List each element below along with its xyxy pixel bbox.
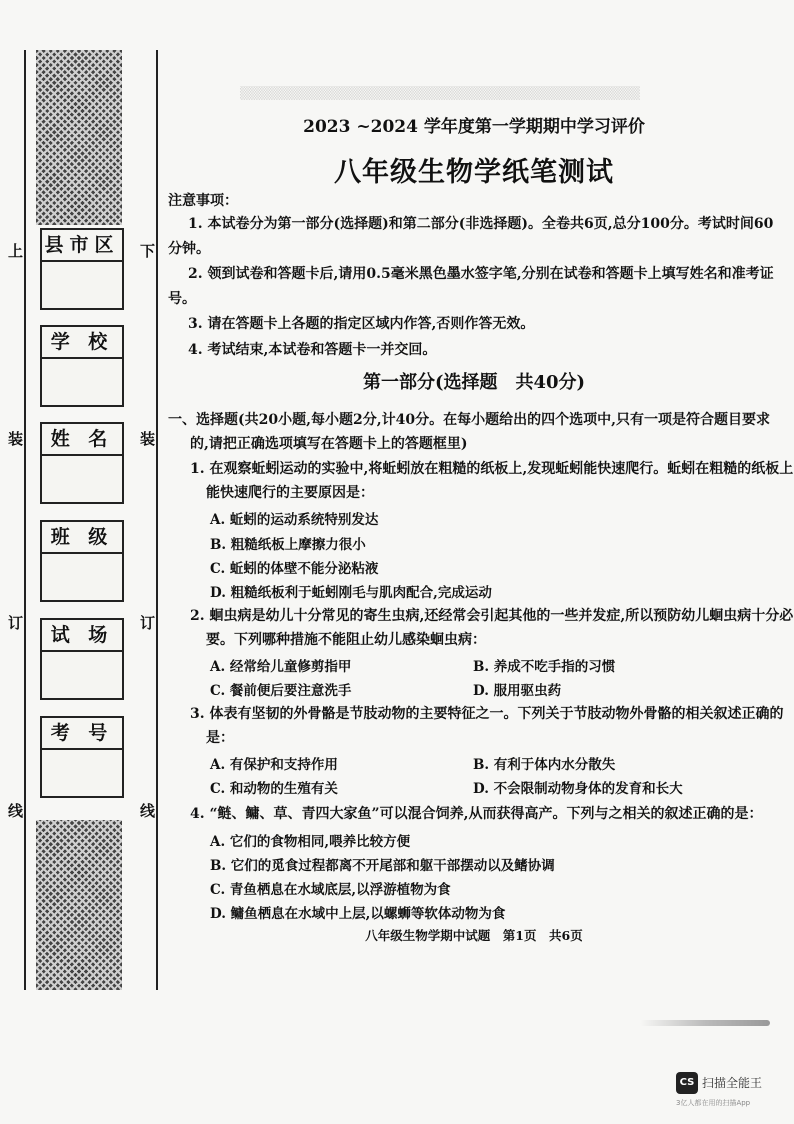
side-char: 订 — [8, 614, 24, 632]
option-a: A. 经常给儿童修剪指甲 — [210, 659, 352, 675]
field-school[interactable] — [40, 325, 124, 407]
binding-strip — [0, 0, 180, 1124]
notice-item: 4. 考试结束,本试卷和答题卡一并交回。 — [188, 342, 437, 358]
notice-item: 1. 本试卷分为第一部分(选择题)和第二部分(非选择题)。全卷共6页,总分100分。考试时间60分钟。 — [168, 216, 774, 257]
hatch-pattern-top — [36, 50, 122, 225]
camscanner-logo-icon: CS — [676, 1072, 698, 1094]
notice-item: 3. 请在答题卡上各题的指定区域内作答,否则作答无效。 — [188, 316, 535, 332]
field-county[interactable] — [40, 228, 124, 310]
field-label: 姓 名 — [42, 424, 122, 456]
side-char: 装 — [8, 430, 24, 448]
question-stem: 3. 体表有坚韧的外骨骼是节肢动物的主要特征之一。下列关于节肢动物外骨骼的相关叙述正确的是： — [190, 706, 784, 746]
field-exam-room[interactable] — [40, 618, 124, 700]
option-b: B. 粗糙纸板上摩擦力很小 — [210, 537, 366, 553]
option-c: C. 青鱼栖息在水域底层,以浮游植物为食 — [210, 882, 451, 898]
page-footer: 八年级生物学期中试题 第1页 共6页 — [365, 928, 583, 943]
field-exam-number[interactable] — [40, 716, 124, 798]
side-char: 装 — [140, 430, 156, 448]
question-stem: 1. 在观察蚯蚓运动的实验中,将蚯蚓放在粗糙的纸板上,发现蚯蚓能快速爬行。蚯蚓在粗糙的纸板上能快速爬行的主要原因是： — [190, 461, 794, 501]
field-label: 班 级 — [42, 522, 122, 554]
binding-line-left — [24, 50, 26, 990]
side-char: 线 — [140, 802, 156, 820]
option-d: D. 鳙鱼栖息在水域中上层,以螺蛳等软体动物为食 — [210, 906, 506, 922]
option-a: A. 它们的食物相同,喂养比较方便 — [210, 834, 411, 850]
scanner-app-name: 扫描全能王 — [702, 1076, 763, 1090]
option-c: C. 餐前便后要注意洗手 — [210, 683, 352, 699]
field-class[interactable] — [40, 520, 124, 602]
option-a: A. 蚯蚓的运动系统特别发达 — [210, 512, 379, 528]
exam-title: 八年级生物学纸笔测试 — [334, 157, 614, 188]
option-b: B. 养成不吃手指的习惯 — [473, 659, 616, 675]
exam-subtitle: 2023 ~2024 学年度第一学期期中学习评价 — [303, 117, 645, 137]
hatch-pattern-bottom — [36, 820, 122, 990]
side-char: 线 — [8, 802, 24, 820]
scan-mark — [640, 1020, 770, 1026]
field-name[interactable] — [40, 422, 124, 504]
field-label: 县市区 — [42, 230, 122, 262]
side-char: 上 — [8, 242, 24, 260]
option-b: B. 它们的觅食过程都离不开尾部和躯干部摆动以及鳍协调 — [210, 858, 555, 874]
question-stem: 2. 蛔虫病是幼儿十分常见的寄生虫病,还经常会引起其他的一些并发症,所以预防幼儿蛔虫病十分必要。下列哪种措施不能阻止幼儿感染蛔虫病： — [190, 608, 794, 648]
bleed-through-shadow: ▒▒▒▒▒▒▒▒▒▒▒▒▒▒▒▒▒▒▒▒▒▒▒▒▒▒▒▒▒▒▒▒▒▒▒▒▒▒▒▒ — [240, 86, 640, 101]
notice-item: 2. 领到试卷和答题卡后,请用0.5毫米黑色墨水签字笔,分别在试卷和答题卡上填写姓名和准考证号。 — [168, 266, 774, 307]
option-b: B. 有利于体内水分散失 — [473, 757, 616, 773]
question-stem: 4. “鲢、鳙、草、青四大家鱼”可以混合饲养,从而获得高产。下列与之相关的叙述正确的是： — [190, 806, 763, 822]
field-label: 学 校 — [42, 327, 122, 359]
option-d: D. 粗糙纸板利于蚯蚓刚毛与肌肉配合,完成运动 — [210, 585, 492, 601]
option-d: D. 不会限制动物身体的发育和长大 — [473, 781, 683, 797]
option-c: C. 和动物的生殖有关 — [210, 781, 338, 797]
scanner-tagline: 3亿人都在用的扫描App — [676, 1099, 751, 1107]
side-char: 订 — [140, 614, 156, 632]
option-a: A. 有保护和支持作用 — [210, 757, 338, 773]
side-char: 下 — [140, 242, 156, 260]
option-d: D. 服用驱虫药 — [473, 683, 562, 699]
section-heading: 第一部分(选择题 共40分) — [362, 372, 586, 393]
field-label: 考 号 — [42, 718, 122, 750]
section-intro: 一、选择题(共20小题,每小题2分,计40分。在每小题给出的四个选项中,只有一项是符合题目要求的,请把正确选项填写在答题卡上的答题框里) — [168, 412, 770, 452]
notice-heading: 注意事项： — [168, 193, 238, 209]
field-label: 试 场 — [42, 620, 122, 652]
option-c: C. 蚯蚓的体壁不能分泌粘液 — [210, 561, 379, 577]
binding-line-right — [156, 50, 158, 990]
